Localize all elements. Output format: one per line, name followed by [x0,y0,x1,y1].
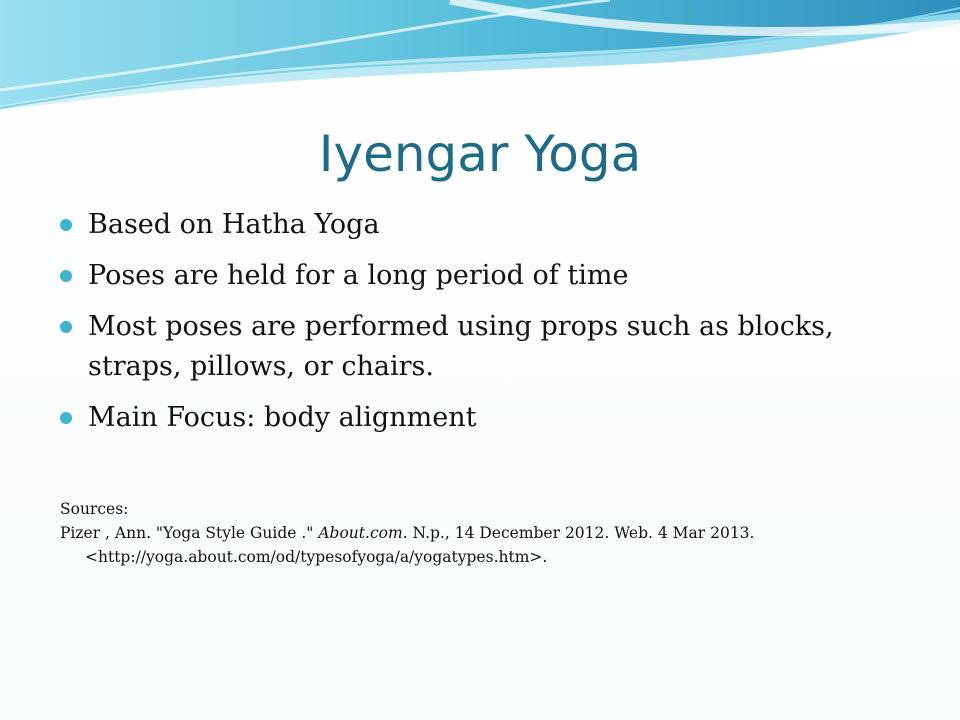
bullet-item [60,307,920,387]
decorative-wave-header [0,0,960,120]
bullet-dot-icon [60,412,72,424]
sources-section [60,497,910,569]
bullet-text: Most poses are performed using props such as blocks, straps, pillows, or chairs. [88,311,834,382]
bullet-text: Poses are held for a long period of time [88,260,629,291]
slide-title: Iyengar Yoga [318,125,642,183]
bullet-dot-icon [60,270,72,282]
bullet-item [60,205,920,245]
bullet-item [60,256,920,296]
bullet-dot-icon [60,219,72,231]
citation-author-title: Pizer , Ann. "Yoga Style Guide ." [60,524,319,542]
bullet-text: Main Focus: body alignment [88,402,477,433]
bullet-item [60,398,920,438]
bullet-text: Based on Hatha Yoga [88,209,380,240]
citation-details: . N.p., 14 December 2012. Web. 4 Mar 2013. <http://yoga.about.com/od/typesofyoga/a/yogatypes.htm>. [85,524,755,566]
bullet-dot-icon [60,321,72,333]
citation-site: About.com [318,524,403,542]
citation [60,521,910,569]
sources-heading: Sources: [60,500,129,518]
bullet-list [60,205,920,449]
